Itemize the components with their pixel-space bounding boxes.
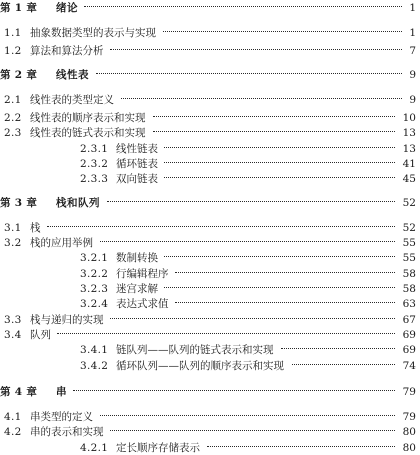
dot-leader — [164, 147, 395, 148]
toc-entry-number: 1.1 — [4, 27, 22, 39]
toc-section-entry[interactable] — [0, 111, 420, 125]
toc-entry-number: 2.3 — [4, 127, 22, 139]
toc-section-entry[interactable] — [0, 343, 420, 357]
toc-entry-page-number: 7 — [409, 45, 416, 57]
toc-entry-page-number: 1 — [409, 27, 416, 39]
toc-entry-number: 3.4.1 — [80, 344, 109, 356]
dot-leader — [292, 364, 395, 365]
toc-entry-number: 3.2.3 — [80, 283, 109, 295]
toc-entry-number: 4.2.1 — [80, 442, 109, 454]
dot-leader — [47, 226, 395, 227]
toc-entry-number: 3.4 — [4, 329, 22, 341]
toc-entry-page-number: 80 — [402, 442, 416, 454]
toc-section-entry[interactable] — [0, 267, 420, 281]
toc-entry-page-number: 63 — [402, 298, 416, 310]
toc-entry-title: 线性表的类型定义 — [30, 94, 114, 106]
toc-entry-page-number: 13 — [402, 127, 416, 139]
dot-leader — [164, 162, 395, 163]
toc-section-entry[interactable] — [0, 172, 420, 186]
toc-entry-page-number: 55 — [402, 252, 416, 264]
toc-entry-page-number: 41 — [402, 158, 416, 170]
toc-entry-title: 循环队列——队列的顺序表示和实现 — [116, 360, 284, 372]
dot-leader — [163, 31, 401, 32]
toc-entry-title: 栈与递归的实现 — [30, 314, 104, 326]
toc-entry-number: 第 4 章 — [0, 386, 38, 398]
toc-section-entry[interactable] — [0, 126, 420, 140]
toc-section-entry[interactable] — [0, 251, 420, 265]
toc-entry-page-number: 69 — [402, 344, 416, 356]
toc-entry-title: 线性表 — [56, 69, 89, 81]
toc-section-entry[interactable] — [0, 221, 420, 235]
toc-entry-title: 循环链表 — [116, 158, 158, 170]
toc-entry-title: 线性表的链式表示和实现 — [30, 127, 146, 139]
toc-entry-page-number: 80 — [402, 426, 416, 438]
toc-section-entry[interactable] — [0, 297, 420, 311]
toc-entry-number: 3.3 — [4, 314, 22, 326]
toc-entry-page-number: 69 — [402, 329, 416, 341]
dot-leader — [107, 201, 395, 202]
toc-entry-page-number: 13 — [402, 143, 416, 155]
dot-leader — [164, 177, 395, 178]
toc-chapter-entry[interactable] — [0, 1, 420, 15]
toc-section-entry[interactable] — [0, 142, 420, 156]
toc-entry-number: 4.2 — [4, 426, 22, 438]
toc-entry-number: 第 1 章 — [0, 2, 38, 14]
toc-entry-number: 3.2.4 — [80, 298, 109, 310]
dot-leader — [73, 390, 395, 391]
toc-entry-title: 双向链表 — [116, 173, 158, 185]
dot-leader — [175, 272, 395, 273]
dot-leader — [153, 131, 395, 132]
dot-leader — [100, 241, 395, 242]
toc-section-entry[interactable] — [0, 425, 420, 439]
toc-section-entry[interactable] — [0, 157, 420, 171]
toc-entry-number: 3.2.1 — [80, 252, 109, 264]
toc-entry-title: 串类型的定义 — [30, 411, 93, 423]
toc-entry-number: 2.2 — [4, 112, 22, 124]
dot-leader — [164, 287, 395, 288]
toc-entry-title: 串 — [56, 386, 67, 398]
toc-entry-page-number: 1 — [409, 2, 416, 14]
toc-entry-title: 栈和队列 — [56, 197, 100, 209]
dot-leader — [207, 446, 395, 447]
toc-entry-page-number: 79 — [402, 386, 416, 398]
dot-leader — [121, 98, 402, 99]
toc-entry-title: 迷宫求解 — [116, 283, 158, 295]
toc-section-entry[interactable] — [0, 441, 420, 455]
toc-entry-title: 串的表示和实现 — [30, 426, 104, 438]
dot-leader — [110, 318, 395, 319]
toc-entry-title: 算法和算法分析 — [30, 45, 104, 57]
toc-entry-number: 3.4.2 — [80, 360, 109, 372]
dot-leader — [110, 430, 395, 431]
dot-leader — [281, 348, 395, 349]
toc-section-entry[interactable] — [0, 282, 420, 296]
toc-entry-title: 链队列——队列的链式表示和实现 — [116, 344, 274, 356]
dot-leader — [164, 256, 395, 257]
toc-entry-page-number: 9 — [409, 69, 416, 81]
toc-entry-number: 2.3.2 — [80, 158, 109, 170]
toc-section-entry[interactable] — [0, 93, 420, 107]
toc-entry-page-number: 67 — [402, 314, 416, 326]
toc-entry-page-number: 58 — [402, 268, 416, 280]
toc-entry-number: 第 3 章 — [0, 197, 38, 209]
toc-entry-title: 定长顺序存储表示 — [116, 442, 200, 454]
toc-entry-number: 2.3.3 — [80, 173, 109, 185]
toc-entry-title: 线性链表 — [116, 143, 158, 155]
toc-entry-number: 2.3.1 — [80, 143, 109, 155]
toc-section-entry[interactable] — [0, 26, 420, 40]
toc-entry-title: 栈 — [30, 222, 41, 234]
toc-entry-number: 3.2 — [4, 237, 22, 249]
dot-leader — [175, 302, 395, 303]
toc-entry-number: 2.1 — [4, 94, 22, 106]
toc-entry-page-number: 45 — [402, 173, 416, 185]
dot-leader — [153, 116, 395, 117]
toc-entry-number: 1.2 — [4, 45, 22, 57]
toc-entry-page-number: 52 — [402, 222, 416, 234]
toc-entry-page-number: 52 — [402, 197, 416, 209]
toc-entry-number: 3.2.2 — [80, 268, 109, 280]
toc-entry-number: 3.1 — [4, 222, 22, 234]
toc-entry-page-number: 9 — [409, 94, 416, 106]
toc-entry-page-number: 55 — [402, 237, 416, 249]
toc-entry-title: 表达式求值 — [116, 298, 169, 310]
toc-entry-title: 队列 — [30, 329, 51, 341]
toc-entry-page-number: 79 — [402, 411, 416, 423]
toc-section-entry[interactable] — [0, 410, 420, 424]
toc-entry-title: 绪论 — [56, 2, 78, 14]
toc-section-entry[interactable] — [0, 236, 420, 250]
toc-entry-number: 第 2 章 — [0, 69, 38, 81]
toc-entry-title: 栈的应用举例 — [30, 237, 93, 249]
toc-entry-title: 数制转换 — [116, 252, 158, 264]
toc-chapter-entry[interactable] — [0, 196, 420, 210]
toc-entry-title: 抽象数据类型的表示与实现 — [30, 27, 156, 39]
dot-leader — [57, 333, 395, 334]
toc-chapter-entry[interactable] — [0, 68, 420, 82]
toc-entry-title: 行编辑程序 — [116, 268, 169, 280]
toc-chapter-entry[interactable] — [0, 385, 420, 399]
dot-leader — [100, 415, 395, 416]
toc-section-entry[interactable] — [0, 313, 420, 327]
toc-entry-number: 4.1 — [4, 411, 22, 423]
toc-section-entry[interactable] — [0, 44, 420, 58]
toc-section-entry[interactable] — [0, 359, 420, 373]
dot-leader — [84, 6, 401, 7]
dot-leader — [110, 49, 401, 50]
toc-entry-page-number: 74 — [402, 360, 416, 372]
toc-section-entry[interactable] — [0, 328, 420, 342]
toc-entry-page-number: 10 — [402, 112, 416, 124]
toc-entry-title: 线性表的顺序表示和实现 — [30, 112, 146, 124]
dot-leader — [96, 73, 402, 74]
toc-entry-page-number: 58 — [402, 283, 416, 295]
